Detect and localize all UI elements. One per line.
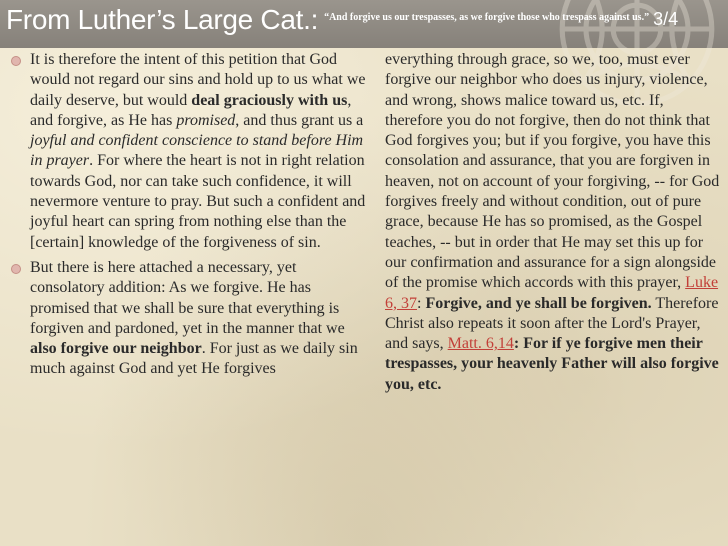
text-segment: It is therefore the intent of this petition that God would not regard our sins and hold up to us what we daily deserve, but would: [30, 51, 366, 109]
right-column: [385, 50, 725, 395]
bullet-dot-icon: [11, 264, 21, 274]
italic-phrase: joyful and confident conscience to stand before Him in prayer: [30, 132, 364, 170]
bullet-dot-icon: [11, 56, 21, 66]
text-segment: . For where the heart is not in right relation towards God, nor can take such confidence, it will nevermore venture to pray. But such a confident and joyful heart can spring from nothing else than the [certain] knowledge of the forgiveness of sin.: [30, 152, 366, 251]
title-quote: “And forgive us our trespasses, as we forgive those who trespass against us.”: [324, 12, 650, 23]
title-bar: [0, 0, 728, 48]
text-segment: Therefore Christ also repeats it soon after the Lord's Prayer, and says,: [385, 294, 719, 353]
bullet-paragraph-1: [8, 50, 368, 253]
text-segment: :: [417, 294, 426, 312]
text-segment: . For just as we daily sin much against God and yet He forgives: [30, 340, 358, 378]
italic-phrase: promised: [176, 111, 236, 129]
left-column: [8, 50, 368, 380]
scripture-link-luke[interactable]: Luke 6, 37: [385, 274, 719, 312]
text-segment: , and forgive, as He has: [30, 91, 352, 129]
bold-phrase: also forgive our neighbor: [30, 340, 202, 358]
text-segment: , and thus grant us a: [235, 111, 364, 129]
bold-phrase: : For if ye forgive men their trespasses, your heavenly Father will also forgive you, etc.: [385, 335, 719, 393]
bold-phrase: Forgive, and ye shall be forgiven.: [425, 294, 652, 312]
bold-phrase: deal graciously with us: [191, 91, 348, 109]
continuation-paragraph: [385, 50, 725, 395]
title-main: From Luther’s Large Cat.:: [6, 4, 319, 35]
slide-title: [6, 4, 722, 36]
bullet-paragraph-2: [8, 258, 368, 380]
scripture-link-matthew[interactable]: Matt. 6,14: [447, 335, 514, 353]
title-page-number: 3/4: [653, 9, 679, 29]
text-segment: But there is here attached a necessary, yet consolatory addition: As we forgive. He has promised that we shall be sure that everything is forgiven and pardoned, yet in the manner that we: [30, 258, 345, 337]
text-segment: everything through grace, so we, too, must ever forgive our neighbor who does us injury, violence, and wrong, shows malice toward us, etc. If, therefore you do not forgive, then do not think that God forgives you; but if you forgive, you have this consolation and assurance, that you are forgiven in heaven, not on account of your forgiving, -- for God forgives freely and without condition, out of pure grace, because He has so promised, as the Gospel teaches, -- but in order that He may set this up for our confirmation and assurance for a sign alongside of the promise which accords with this prayer,: [385, 51, 720, 292]
